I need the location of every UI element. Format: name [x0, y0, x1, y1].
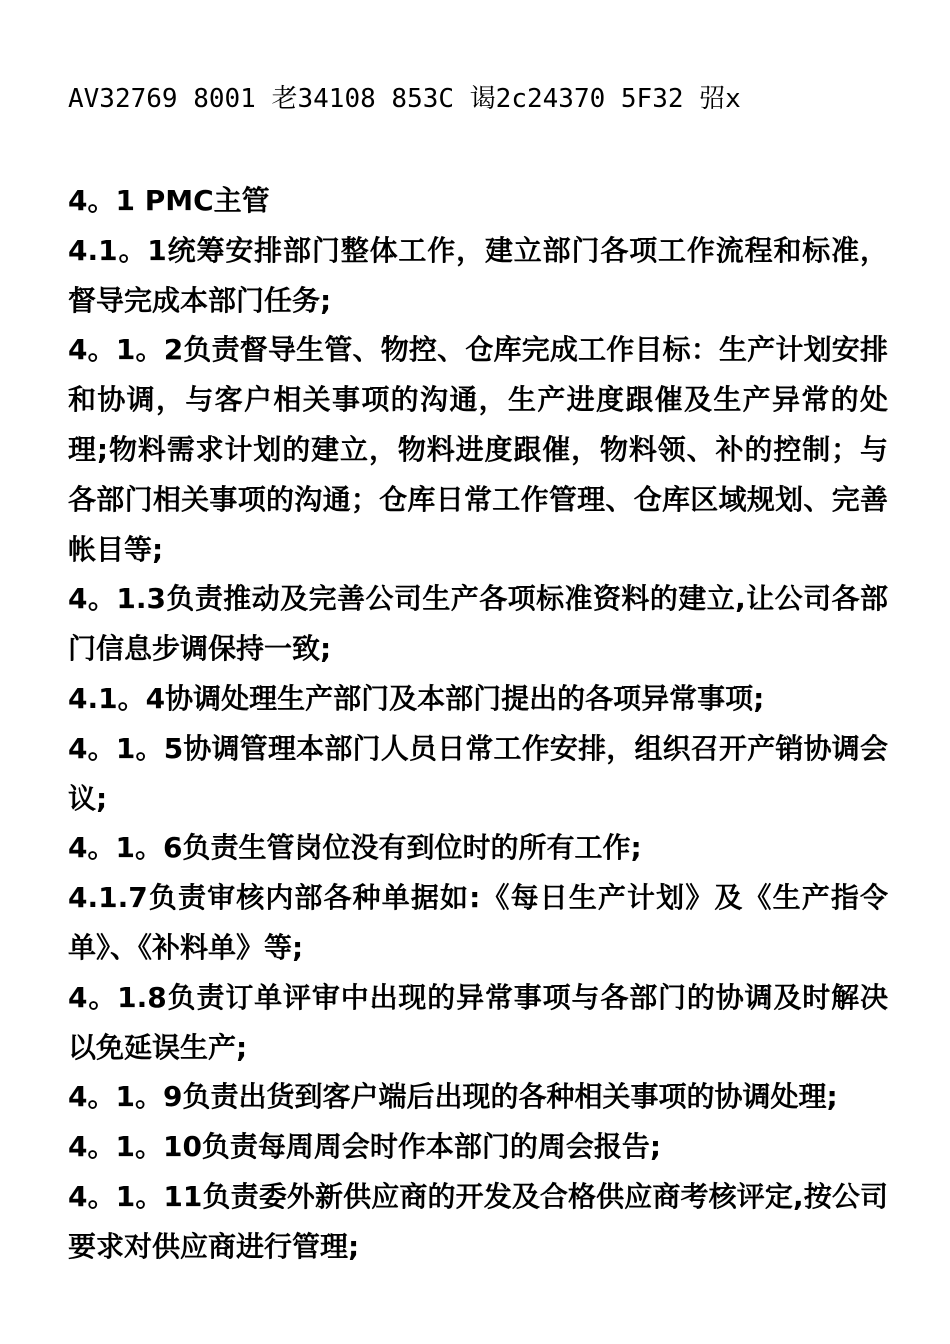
paragraph-item: 4。1。6负责生管岗位没有到位时的所有工作; — [68, 831, 642, 865]
paragraph-item: 4。1。2负责督导生管、物控、仓库完成工作目标：生产计划安排和协调，与客户相关事项的沟通，生产进度跟催及生产异常的处理;物料需求计划的建立，物料进度跟催，物料领、补的控制；与各部门相关事项的沟通；仓库日常工作管理、仓库区域规划、完善帐目等; — [68, 333, 888, 566]
section-heading: 4。1 PMC主管 — [68, 184, 270, 217]
paragraph-item: 4。1。11负责委外新供应商的开发及合格供应商考核评定,按公司要求对供应商进行管理; — [68, 1179, 888, 1263]
paragraph-item: 4.1。1统筹安排部门整体工作，建立部门各项工作流程和标准，督导完成本部门任务; — [68, 233, 888, 317]
paragraph-item: 4。1。9负责出货到客户端后出现的各种相关事项的协调处理; — [68, 1080, 838, 1114]
paragraph-item: 4.1.7负责审核内部各种单据如:《每日生产计划》及《生产指令单》、《补料单》等; — [68, 881, 888, 964]
paragraph-item: 4。1.8负责订单评审中出现的异常事项与各部门的协调及时解决以免延误生产; — [68, 980, 888, 1064]
paragraph-item: 4。1。5协调管理本部门人员日常工作安排，组织召开产销协调会议; — [68, 731, 888, 815]
document-body — [68, 176, 888, 1272]
paragraph-item: 4.1。4协调处理生产部门及本部门提出的各项异常事项; — [68, 681, 765, 715]
paragraph-item: 4。1.3负责推动及完善公司生产各项标准资料的建立,让公司各部门信息步调保持一致; — [68, 582, 888, 666]
paragraph-item: 4。1。10负责每周周会时作本部门的周会报告; — [68, 1130, 662, 1164]
document-code-line: AV32769 8001 老34108 853C 谒2c24370 5F32 弨x — [68, 84, 741, 114]
